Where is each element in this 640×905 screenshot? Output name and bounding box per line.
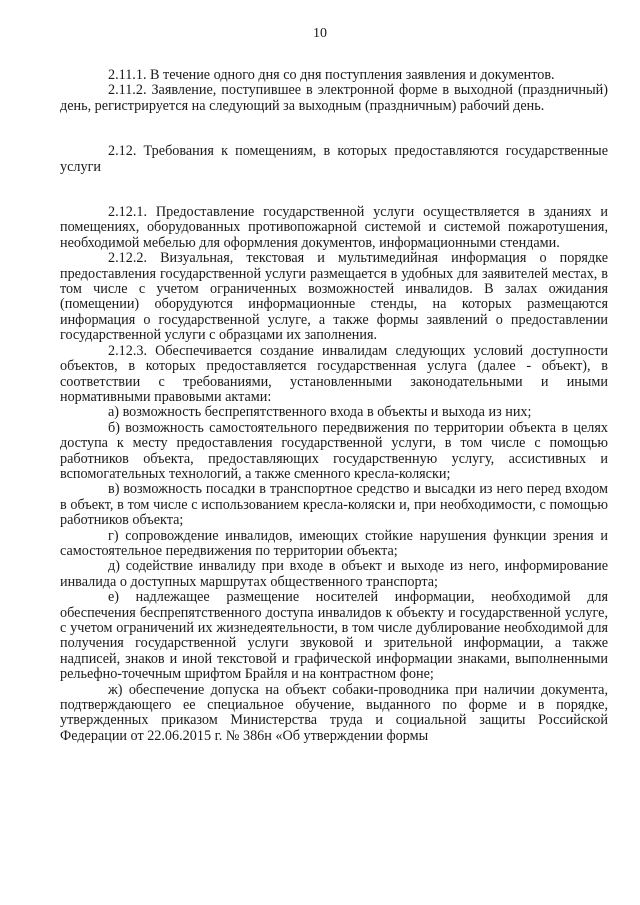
paragraph-2-12-3: 2.12.3. Обеспечивается создание инвалидам следующих условий доступности объектов, в которых предоставляется государственная услуга (далее - объект), в соответствии с требованиями, установленными законодательными и иными нормативными правовыми актами: bbox=[60, 342, 608, 405]
list-item-d: д) содействие инвалиду при входе в объект и выходе из него, информирование инвалида о доступных маршрутах общественного транспорта; bbox=[60, 558, 608, 590]
paragraph-2-11-2: 2.11.2. Заявление, поступившее в электронной форме в выходной (праздничный) день, регистрируется на следующий за выходным (праздничным) рабочий день. bbox=[60, 82, 608, 114]
list-item-zh: ж) обеспечение допуска на объект собаки-проводника при наличии документа, подтверждающего ее специальное обучение, выданного по форме и в порядке, утвержденных приказом Министерства труда и социальной защиты Российской Федерации от 22.06.2015 г. № 386н «Об утверждении формы bbox=[60, 681, 608, 744]
list-item-g: г) сопровождение инвалидов, имеющих стойкие нарушения функции зрения и самостоятельное передвижения по территории объекта; bbox=[60, 527, 608, 559]
list-item-b: б) возможность самостоятельного передвижения по территории объекта в целях доступа к месту предоставления государственной услуги, в том числе с помощью работников объекта, предоставляющих государственную услугу, ассистивных и вспомогательных технологий, а также сменного кресла-коляски; bbox=[60, 419, 608, 482]
list-item-a: а) возможность беспрепятственного входа в объекты и выхода из них; bbox=[108, 404, 532, 421]
paragraph-2-11-1: 2.11.1. В течение одного дня со дня поступления заявления и документов. bbox=[108, 67, 555, 83]
list-item-v: в) возможность посадки в транспортное средство и высадки из него перед входом в объект, в том числе с использованием кресла-коляски и, при необходимости, с помощью работников объекта; bbox=[60, 481, 608, 529]
section-heading-2-12: 2.12. Требования к помещениям, в которых предоставляются государственные услуги bbox=[60, 143, 608, 175]
paragraph-2-12-2: 2.12.2. Визуальная, текстовая и мультимедийная информация о порядке предоставления государственной услуги размещается в удобных для заявителей местах, в том числе с учетом ограниченных возможностей инвалидов. В залах ожидания (помещении) оборудуются информационные стенды, на которых размещаются информация о государственной услуге, а также формы заявлений о предоставлении государственной услуги с образцами их заполнения. bbox=[60, 250, 608, 344]
page-number: 10 bbox=[313, 26, 327, 41]
document-body bbox=[60, 68, 608, 744]
list-item-e: е) надлежащее размещение носителей информации, необходимой для обеспечения беспрепятственного доступа инвалидов к объекту и государственной услуге, с учетом ограничений их жизнедеятельности, в том числе дублирование необходимой для получения государственной услуги звуковой и зрительной информации, а также надписей, знаков и иной текстовой и графической информации знаками, выполненными рельефно-точечным шрифтом Брайля и на контрастном фоне; bbox=[60, 589, 608, 683]
paragraph-2-12-1: 2.12.1. Предоставление государственной услуги осуществляется в зданиях и помещениях, оборудованных противопожарной системой и системой пожаротушения, необходимой мебелью для оформления документов, информационными стендами. bbox=[60, 204, 608, 251]
